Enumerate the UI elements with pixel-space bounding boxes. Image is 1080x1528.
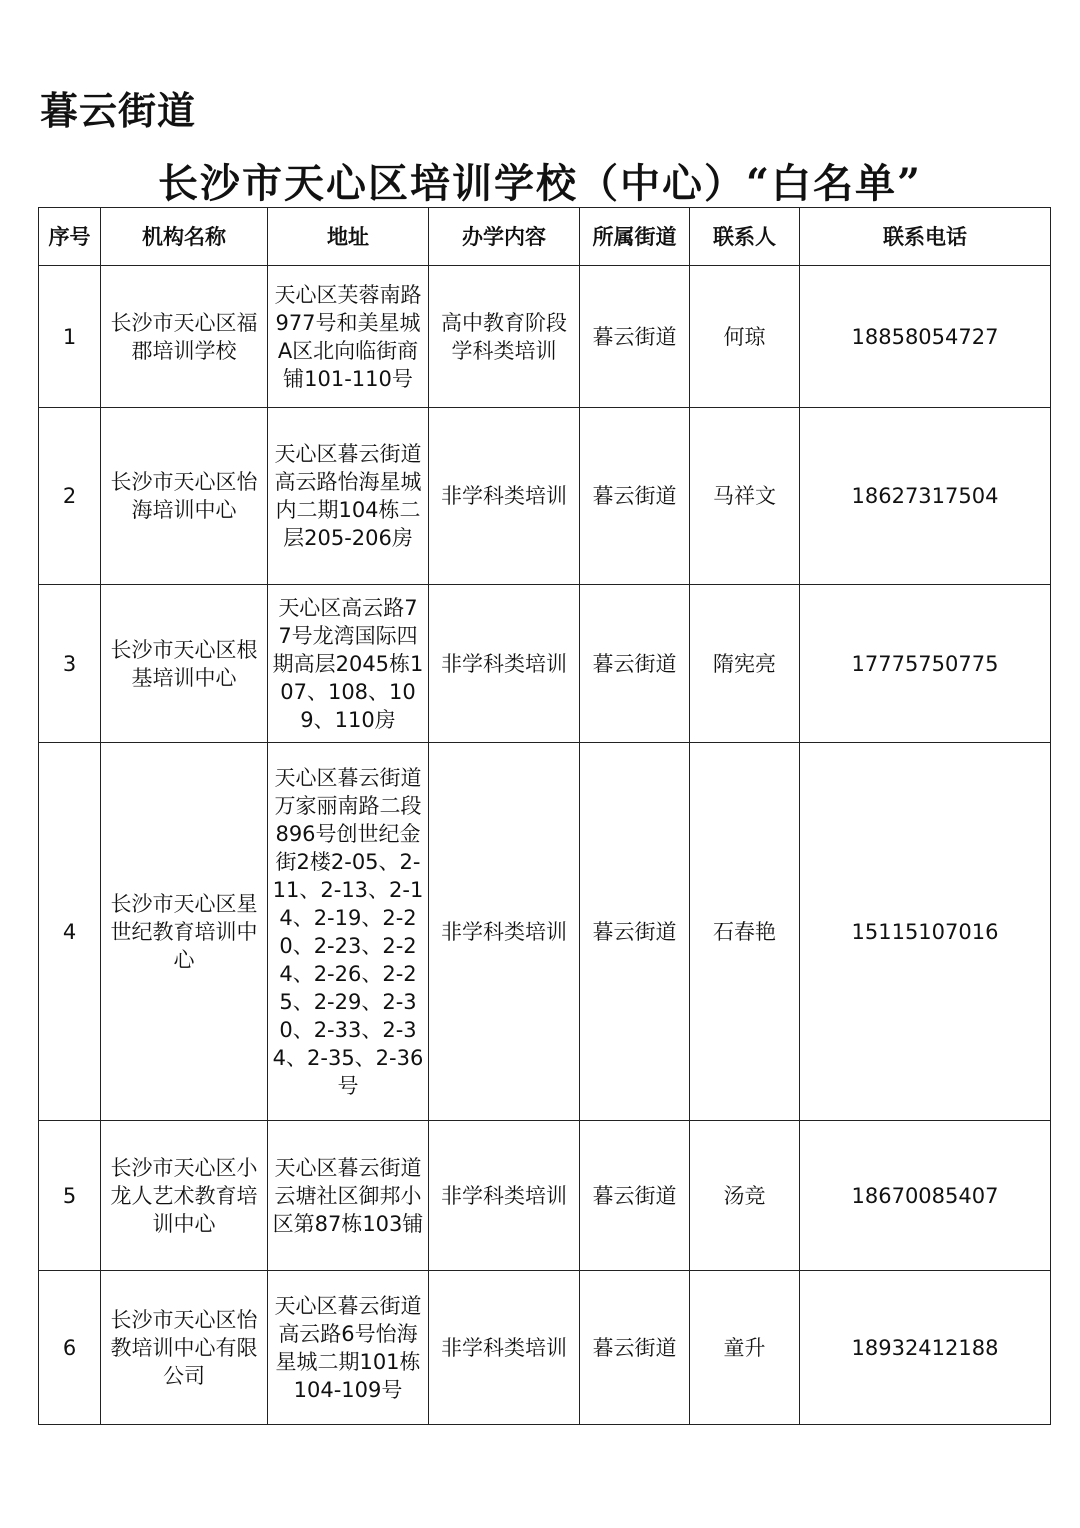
cell-seq: 2 <box>39 408 101 585</box>
header-name: 机构名称 <box>101 208 268 266</box>
cell-content: 非学科类培训 <box>429 1121 580 1271</box>
header-seq: 序号 <box>39 208 101 266</box>
cell-content: 非学科类培训 <box>429 585 580 743</box>
cell-address: 天心区暮云街道高云路6号怡海星城二期101栋104-109号 <box>268 1271 429 1425</box>
cell-contact: 何琼 <box>690 266 800 408</box>
cell-street: 暮云街道 <box>580 1271 690 1425</box>
cell-seq: 3 <box>39 585 101 743</box>
whitelist-table <box>38 207 1051 1425</box>
cell-contact: 隋宪亮 <box>690 585 800 743</box>
cell-street: 暮云街道 <box>580 408 690 585</box>
cell-content: 高中教育阶段学科类培训 <box>429 266 580 408</box>
header-phone: 联系电话 <box>800 208 1051 266</box>
header-street: 所属街道 <box>580 208 690 266</box>
district-heading: 暮云街道 <box>40 88 197 133</box>
document-title: 长沙市天心区培训学校（中心）“白名单” <box>157 160 922 207</box>
cell-seq: 1 <box>39 266 101 408</box>
cell-content: 非学科类培训 <box>429 408 580 585</box>
cell-address: 天心区芙蓉南路977号和美星城A区北向临街商铺101-110号 <box>268 266 429 408</box>
cell-seq: 6 <box>39 1271 101 1425</box>
cell-name: 长沙市天心区小龙人艺术教育培训中心 <box>101 1121 268 1271</box>
cell-address: 天心区暮云街道云塘社区御邦小区第87栋103铺 <box>268 1121 429 1271</box>
cell-phone: 18627317504 <box>800 408 1051 585</box>
cell-phone: 17775750775 <box>800 585 1051 743</box>
table-row <box>39 743 1051 1121</box>
cell-phone: 18670085407 <box>800 1121 1051 1271</box>
header-contact: 联系人 <box>690 208 800 266</box>
cell-address: 天心区暮云街道万家丽南路二段896号创世纪金街2楼2-05、2-11、2-13、2-14、2-19、2-20、2-23、2-24、2-26、2-25、2-29、2-30、2-33、2-34、2-35、2-36号 <box>268 743 429 1121</box>
cell-name: 长沙市天心区星世纪教育培训中心 <box>101 743 268 1121</box>
cell-contact: 马祥文 <box>690 408 800 585</box>
table-row <box>39 585 1051 743</box>
cell-contact: 石春艳 <box>690 743 800 1121</box>
cell-seq: 4 <box>39 743 101 1121</box>
cell-name: 长沙市天心区怡教培训中心有限公司 <box>101 1271 268 1425</box>
table-row <box>39 1271 1051 1425</box>
cell-street: 暮云街道 <box>580 743 690 1121</box>
header-content: 办学内容 <box>429 208 580 266</box>
header-address: 地址 <box>268 208 429 266</box>
cell-address: 天心区高云路77号龙湾国际四期高层2045栋107、108、109、110房 <box>268 585 429 743</box>
table-header-row <box>39 208 1051 266</box>
table-row <box>39 408 1051 585</box>
cell-name: 长沙市天心区福郡培训学校 <box>101 266 268 408</box>
cell-street: 暮云街道 <box>580 1121 690 1271</box>
cell-content: 非学科类培训 <box>429 1271 580 1425</box>
cell-contact: 童升 <box>690 1271 800 1425</box>
cell-phone: 18858054727 <box>800 266 1051 408</box>
cell-name: 长沙市天心区怡海培训中心 <box>101 408 268 585</box>
table-row <box>39 266 1051 408</box>
cell-content: 非学科类培训 <box>429 743 580 1121</box>
cell-seq: 5 <box>39 1121 101 1271</box>
cell-contact: 汤竞 <box>690 1121 800 1271</box>
cell-phone: 15115107016 <box>800 743 1051 1121</box>
cell-street: 暮云街道 <box>580 266 690 408</box>
cell-street: 暮云街道 <box>580 585 690 743</box>
cell-address: 天心区暮云街道高云路怡海星城内二期104栋二层205-206房 <box>268 408 429 585</box>
table-row <box>39 1121 1051 1271</box>
cell-phone: 18932412188 <box>800 1271 1051 1425</box>
cell-name: 长沙市天心区根基培训中心 <box>101 585 268 743</box>
